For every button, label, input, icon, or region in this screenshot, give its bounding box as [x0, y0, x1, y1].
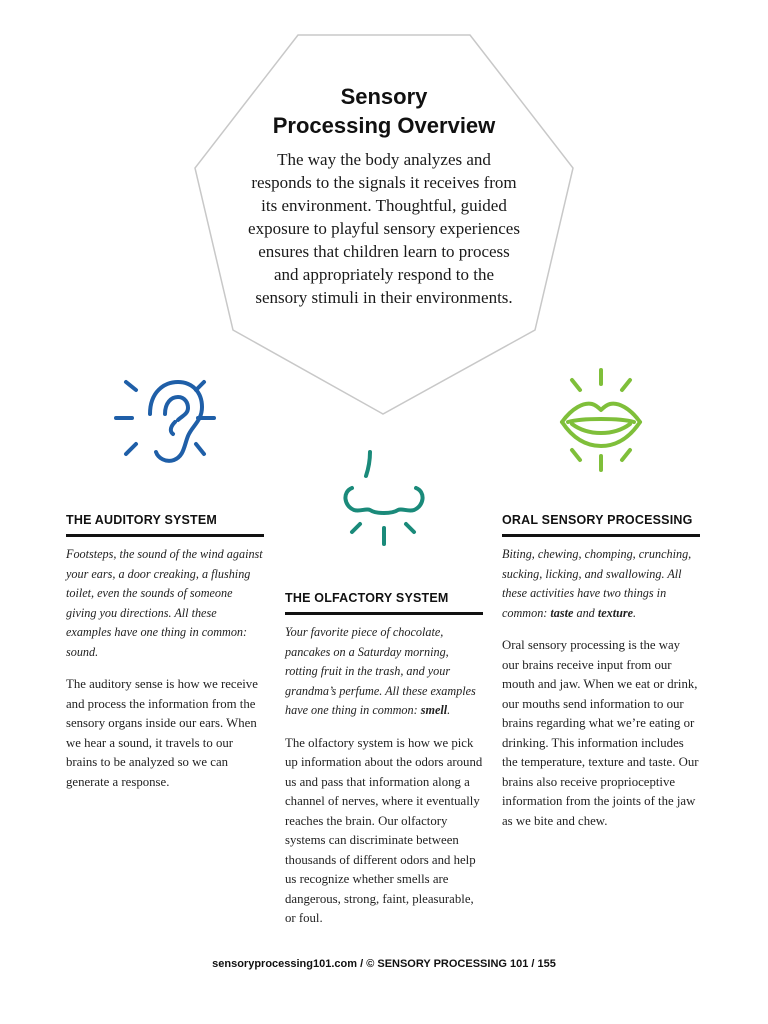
page-footer: sensoryprocessing101.com / © SENSORY PROCESSING 101 / 155 — [212, 958, 556, 970]
oral-lead-text: Biting, chewing, chomping, crunching, sucking, licking, and swallowing. All these activities have two things in common: — [502, 547, 692, 620]
olfactory-lead-text: Your favorite piece of chocolate, pancakes on a Saturday morning, rotting fruit in the trash, and your grandma’s perfume. All these examples have one thing in common: — [285, 625, 476, 717]
olfactory-lead-emphasis: smell — [420, 703, 448, 717]
oral-lead-emphasis-taste: taste — [550, 605, 574, 620]
page-title — [234, 82, 534, 140]
nose-icon — [340, 448, 428, 548]
olfactory-section — [285, 591, 483, 929]
olfactory-body: The olfactory system is how we pick up information about the odors around us and pass that information along a channel of nerves, where it eventually reaches the brain. Our olfactory systems can discriminate between thousands of different odors and help us recognize whether smells are dangerous, strong, faint, pleasurable, or foul. — [285, 735, 483, 925]
olfactory-lead — [285, 623, 483, 721]
olfactory-heading: THE OLFACTORY SYSTEM — [285, 591, 483, 615]
oral-heading: ORAL SENSORY PROCESSING — [502, 513, 700, 537]
oral-lead-emphasis-texture: texture — [597, 605, 634, 620]
olfactory-lead-end: . — [447, 703, 451, 717]
lips-icon — [558, 366, 644, 474]
auditory-body: The auditory sense is how we receive and process the information from the sensory organs inside our ears. When we hear a sound, it travels to our brains to be analyzed so we can generate a response. — [66, 677, 258, 789]
title-line-2: Processing Overview — [272, 113, 496, 138]
oral-lead-and: and — [573, 605, 598, 620]
oral-body: Oral sensory processing is the way our brains receive input from our mouth and jaw. When we eat or drink, our mouths send information to our brains regarding what we’re eating or drinking. This information includes the temperature, texture and taste. Our brains also receive proprioceptive information from the joints of the jaw as we bite and chew. — [502, 638, 699, 828]
oral-section — [502, 513, 700, 831]
title-line-1: Sensory — [340, 84, 428, 109]
auditory-lead: Footsteps, the sound of the wind against your ears, a door creaking, a flushing toilet, even the sounds of someone giving you directions. All these examples have one thing in common: sound. — [66, 547, 263, 659]
intro-text: The way the body analyzes and responds to the signals it receives from its environment. Thoughtful, guided exposure to playful sensory experiences ensures that children learn to process and appropriately respond to the sensory stimuli in their environments. — [248, 150, 520, 307]
ear-icon — [112, 376, 218, 468]
auditory-heading: THE AUDITORY SYSTEM — [66, 513, 264, 537]
oral-lead — [502, 545, 700, 623]
oral-lead-end: . — [633, 605, 637, 620]
auditory-section — [66, 513, 264, 792]
